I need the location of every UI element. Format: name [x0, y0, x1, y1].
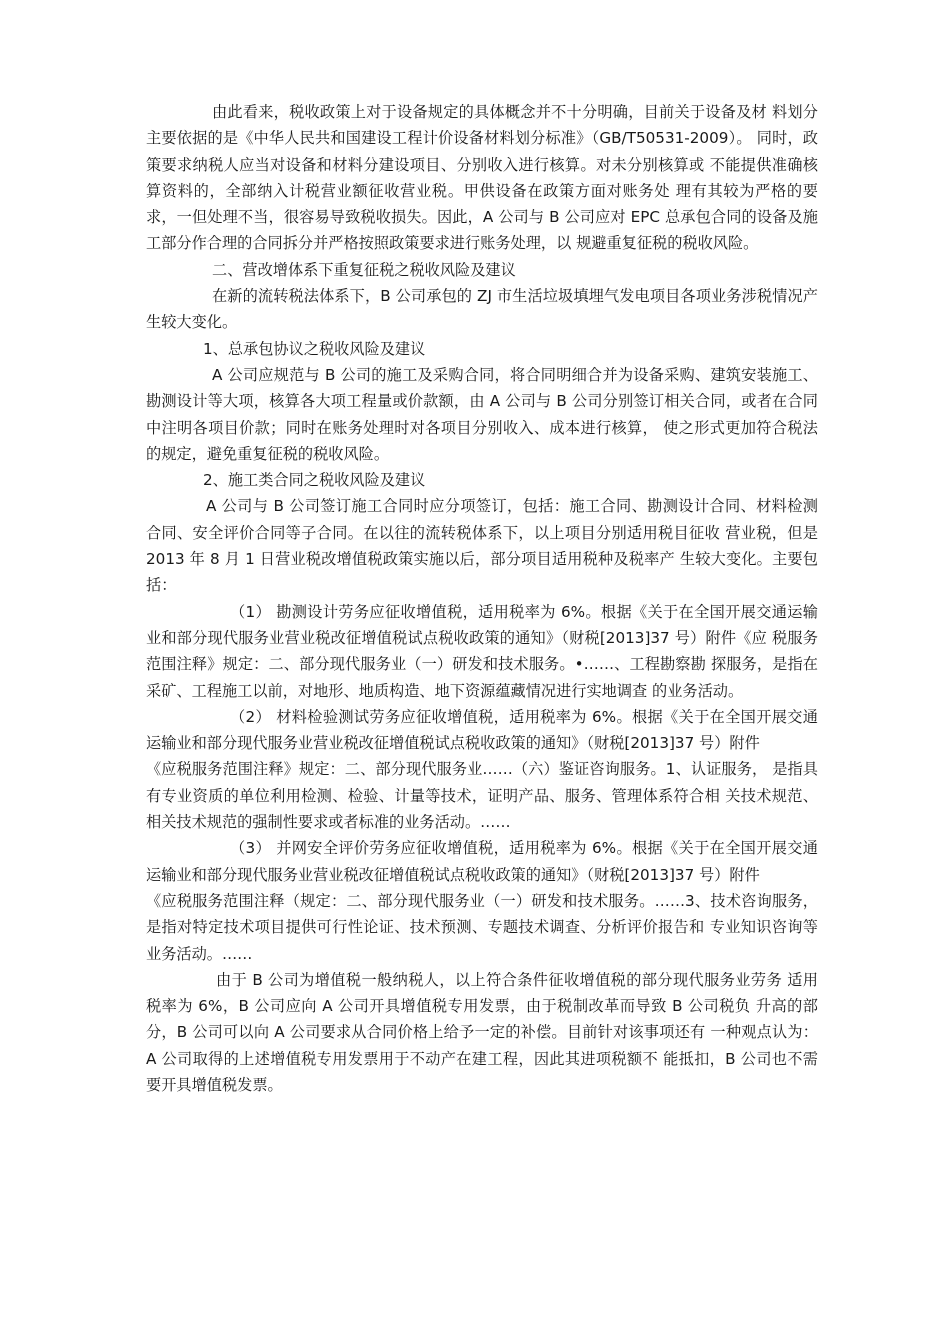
paragraph-equipment-policy: 由此看来，税收政策上对于设备规定的具体概念并不十分明确，目前关于设备及材 料划分主要依据的是《中华人民共和国建设工程计价设备材料划分标准》（GB/T50531-2009）。 同时，政策要求纳税人应当对设备和材料分建设项目、分别收入进行核算。对未分别核算或 不能提供准确核算资料的，全部纳入计税营业额征收营业税。甲供设备在政策方面对账务处 理有其较为严格的要求，一但处理不当，很容易导致税收损失。因此，A 公司与 B 公司应对 EPC 总承包合同的设备及施工部分作合理的合同拆分并严格按照政策要求进行账务处理，以 规避重复征税的税收风险。: [146, 103, 818, 253]
paragraph-item-3-annotation: 《应税服务范围注释（规定：二、部分现代服务业（一）研发和技术服务。……3、技术咨询服务，是指对特定技术项目提供可行性论证、技术预测、专题技术调查、分析评价报告和 专业知识咨询等业务活动。……: [146, 891, 818, 963]
paragraph-construction-contract: A 公司与 B 公司签订施工合同时应分项签订，包括：施工合同、勘测设计合同、材料检测合同、安全评价合同等子合同。在以往的流转税体系下，以上项目分别适用税目征收 营业税，但是 2013 年 8 月 1 日营业税改增值税政策实施以后，部分项目适用税种及税率产 生较大变化。主要包括：: [146, 497, 818, 595]
paragraph-new-tax-system: 在新的流转税法体系下，B 公司承包的 ZJ 市生活垃圾填埋气发电项目各项业务涉税情况产生较大变化。: [146, 287, 818, 332]
item-2-material-testing: （2） 材料检验测试劳务应征收增值税，适用税率为 6%。根据《关于在全国开展交通 运输业和部分现代服务业营业税改征增值税试点税收政策的通知》（财税[2013]37 号）附件: [146, 707, 818, 753]
document-body: [146, 99, 818, 1098]
paragraph-item-2-annotation: 《应税服务范围注释》规定：二、部分现代服务业……（六）鉴证咨询服务。1、认证服务， 是指具有专业资质的单位利用检测、检验、计量等技术，证明产品、服务、管理体系符合相 关技术规范、相关技术规范的强制性要求或者标准的业务活动。……: [146, 760, 818, 832]
heading-general-contract: 1、总承包协议之税收风险及建议: [203, 339, 426, 358]
paragraph-conclusion: 由于 B 公司为增值税一般纳税人，以上符合条件征收增值税的部分现代服务业劳务 适用税率为 6%，B 公司应向 A 公司开具增值税专用发票，由于税制改革而导致 B 公司税负 升高的部分，B 公司可以向 A 公司要求从合同价格上给予一定的补偿。目前针对该事项还有 一种观点认为：A 公司取得的上述增值税专用发票用于不动产在建工程，因此其进项税额不 能抵扣，B 公司也不需要开具增值税发票。: [146, 970, 818, 1094]
item-3-safety-evaluation: （3） 并网安全评价劳务应征收增值税，适用税率为 6%。根据《关于在全国开展交通 运输业和部分现代服务业营业税改征增值税试点税收政策的通知》（财税[2013]37 号）附件: [146, 839, 818, 884]
item-1-survey-design: （1） 勘测设计劳务应征收增值税，适用税率为 6%。根据《关于在全国开展交通运输 业和部分现代服务业营业税改征增值税试点税收政策的通知》（财税[2013]37 号）附件《应 税服务范围注释》规定：二、部分现代服务业（一）研发和技术服务。•……、工程勘察勘 探服务，是指在采矿、工程施工以前，对地形、地质构造、地下资源蕴藏情况进行实地调查 的业务活动。: [146, 602, 818, 700]
heading-construction-contract: 2、施工类合同之税收风险及建议: [203, 471, 426, 490]
paragraph-general-contract: A 公司应规范与 B 公司的施工及采购合同，将合同明细合并为设备采购、建筑安装施工、勘测设计等大项，核算各大项工程量或价款额，由 A 公司与 B 公司分别签订相关合同，或者在合同中注明各项目价款；同时在账务处理时对各项目分别收入、成本进行核算， 使之形式更加符合税法的规定，避免重复征税的税收风险。: [146, 365, 818, 463]
heading-section-two: 二、营改增体系下重复征税之税收风险及建议: [212, 260, 516, 279]
